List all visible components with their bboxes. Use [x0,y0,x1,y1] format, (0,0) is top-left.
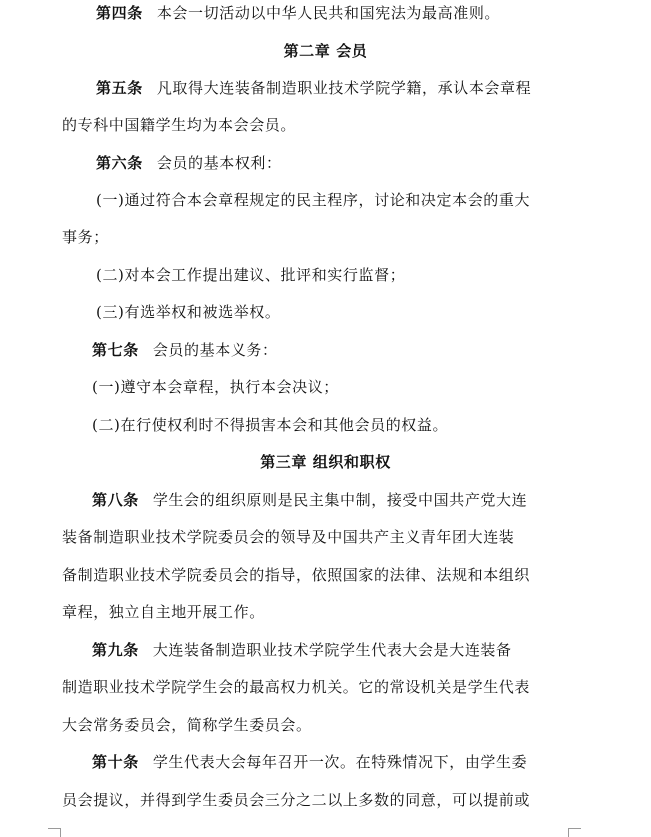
article-text: 学生会的组织原则是民主集中制，接受中国共产党大连 [152,491,528,509]
article-8-line-4: 章程，独立自主地开展工作。 [62,603,265,621]
article-text: 会员的基本权利： [156,154,282,172]
article-9-line-2: 制造职业技术学院学生会的最高权力机关。它的常设机关是学生代表 [62,678,531,696]
right-item-3: (三)有选举权和被选举权。 [96,303,281,321]
article-9-line-3: 大会常务委员会，简称学生委员会。 [62,716,312,734]
article-number: 第五条 [96,79,143,97]
article-number: 第四条 [96,4,143,22]
article-number: 第十条 [92,753,139,771]
article-text: 会员的基本义务： [152,341,278,359]
article-number: 第九条 [92,641,139,659]
article-5 [0,78,651,98]
article-10 [0,752,651,772]
article-text: 学生代表大会每年召开一次。在特殊情况下，由学生委 [152,753,528,771]
article-5-continued: 的专科中国籍学生均为本会会员。 [62,116,297,134]
duty-item-2: (二)在行使权利时不得损害本会和其他会员的权益。 [92,416,449,434]
duty-item-1: (一)遵守本会章程，执行本会决议； [92,378,339,396]
right-item-2: (二)对本会工作提出建议、批评和实行监督； [96,266,406,284]
article-text: 大连装备制造职业技术学院学生代表大会是大连装备 [152,641,512,659]
article-8-line-3: 备制造职业技术学院委员会的指导，依照国家的法律、法规和本组织 [62,566,531,584]
chapter-2-heading: 第二章 会员 [283,42,368,60]
chapter-3-heading: 第三章 组织和职权 [260,453,391,471]
article-8-line-2: 装备制造职业技术学院委员会的领导及中国共产主义青年团大连装 [62,528,515,546]
article-text: 本会一切活动以中华人民共和国宪法为最高准则。 [156,4,501,22]
article-8 [0,490,651,510]
article-number: 第八条 [92,491,139,509]
article-4 [0,3,651,23]
article-7 [0,340,651,360]
article-number: 第六条 [96,154,143,172]
article-10-line-2: 员会提议，并得到学生委员会三分之二以上多数的同意，可以提前或 [62,791,531,809]
article-text: 凡取得大连装备制造职业技术学院学籍，承认本会章程 [156,79,532,97]
article-number: 第七条 [92,341,139,359]
right-item-1-continued: 事务； [62,228,109,246]
article-6 [0,153,651,173]
article-9 [0,640,651,660]
right-item-1: (一)通过符合本会章程规定的民主程序，讨论和决定本会的重大 [96,191,531,209]
